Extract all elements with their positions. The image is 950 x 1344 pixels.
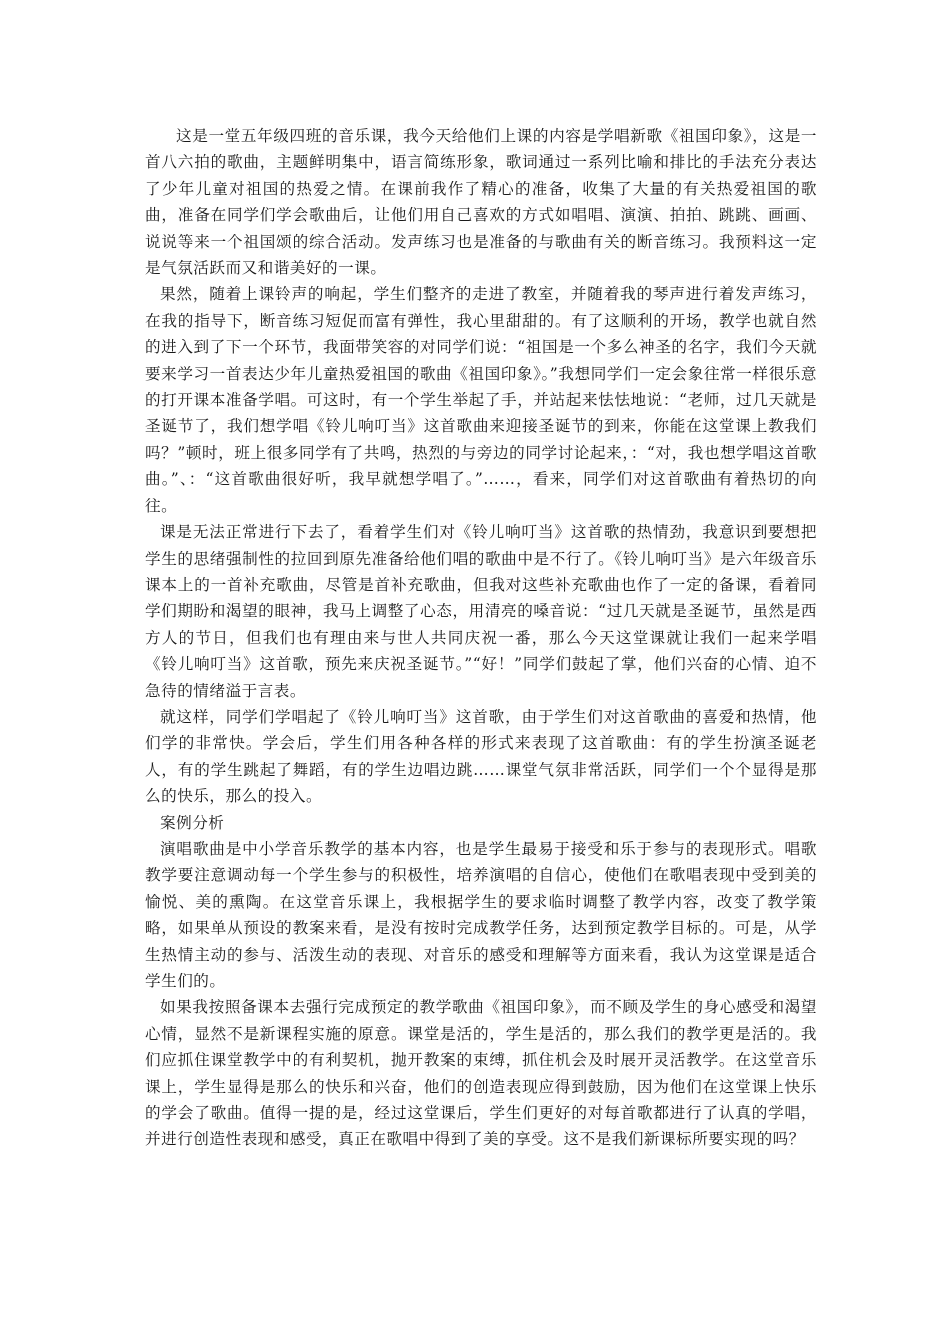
paragraph-class-start: 果然，随着上课铃声的响起，学生们整齐的走进了教室，并随着我的琴声进行着发声练习，在我的指导下，断音练习短促而富有弹性，我心里甜甜的。有了这顺利的开场，教学也就自然的进入到了下一个环节，我面带笑容的对同学们说：“祖国是一个多么神圣的名字，我们今天就要来学习一首表达少年儿童热爱祖国的歌曲《祖国印象》。”我想同学们一定会象往常一样很乐意的打开课本准备学唱。可这时，有一个学生举起了手，并站起来怯怯地说：“老师，过几天就是圣诞节了，我们想学唱《铃儿响叮当》这首歌曲来迎接圣诞节的到来，你能在这堂课上教我们吗？”顿时，班上很多同学有了共鸣，热烈的与旁边的同学讨论起来，：“对，我也想学唱这首歌曲。”、：“这首歌曲很好听，我早就想学唱了。”……，看来，同学们对这首歌曲有着热切的向往。: [145, 285, 817, 515]
paragraph-analysis-1: 演唱歌曲是中小学音乐教学的基本内容，也是学生最易于接受和乐于参与的表现形式。唱歌教学要注意调动每一个学生参与的积极性，培养演唱的自信心，使他们在歌唱表现中受到美的愉悦、美的熏陶。在这堂音乐课上，我根据学生的要求临时调整了教学内容，改变了教学策略，如果单从预设的教案来看，是没有按时完成教学任务，达到预定教学目标的。可是，从学生热情主动的参与、活泼生动的表现、对音乐的感受和理解等方面来看，我认为这堂课是适合学生们的。: [145, 839, 817, 990]
paragraph-learning: 就这样，同学们学唱起了《铃儿响叮当》这首歌，由于学生们对这首歌曲的喜爱和热情，他们学的非常快。学会后，学生们用各种各样的形式来表现了这首歌曲：有的学生扮演圣诞老人，有的学生跳起了舞蹈，有的学生边唱边跳……课堂气氛非常活跃，同学们一个个显得是那么的快乐，那么的投入。: [145, 707, 817, 806]
paragraph-adjustment: 课是无法正常进行下去了，看着学生们对《铃儿响叮当》这首歌的热情劲，我意识到要想把学生的思绪强制性的拉回到原先准备给他们唱的歌曲中是不行了。《铃儿响叮当》是六年级音乐课本上的一首补充歌曲，尽管是首补充歌曲，但我对这些补充歌曲也作了一定的备课，看着同学们期盼和渴望的眼神，我马上调整了心态，用清亮的嗓音说：“过几天就是圣诞节，虽然是西方人的节日，但我们也有理由来与世人共同庆祝一番，那么今天这堂课就让我们一起来学唱《铃儿响叮当》这首歌，预先来庆祝圣诞节。”“好！”同学们鼓起了掌，他们兴奋的心情、迫不急待的情绪溢于言表。: [145, 523, 817, 700]
paragraph-intro: 这是一堂五年级四班的音乐课，我今天给他们上课的内容是学唱新歌《祖国印象》，这是一首八六拍的歌曲，主题鲜明集中，语言简练形象，歌词通过一系列比喻和排比的手法充分表达了少年儿童对祖国的热爱之情。在课前我作了精心的准备，收集了大量的有关热爱祖国的歌曲，准备在同学们学会歌曲后，让他们用自己喜欢的方式如唱唱、演演、拍拍、跳跳、画画、说说等来一个祖国颂的综合活动。发声练习也是准备的与歌曲有关的断音练习。我预料这一定是气氛活跃而又和谐美好的一课。: [145, 127, 817, 278]
section-heading: 案例分析: [160, 813, 225, 832]
document-body: [145, 123, 817, 1153]
paragraph-analysis-2: 如果我按照备课本去强行完成预定的教学歌曲《祖国印象》，而不顾及学生的身心感受和渴望心情，显然不是新课程实施的原意。课堂是活的，学生是活的，那么我们的教学更是活的。我们应抓住课堂教学中的有利契机，抛开教案的束缚，抓住机会及时展开灵活教学。在这堂音乐课上，学生显得是那么的快乐和兴奋，他们的创造表现应得到鼓励，因为他们在这堂课上快乐的学会了歌曲。值得一提的是，经过这堂课后，学生们更好的对每首歌都进行了认真的学唱，并进行创造性表现和感受，真正在歌唱中得到了美的享受。这不是我们新课标所要实现的吗？: [145, 998, 817, 1149]
